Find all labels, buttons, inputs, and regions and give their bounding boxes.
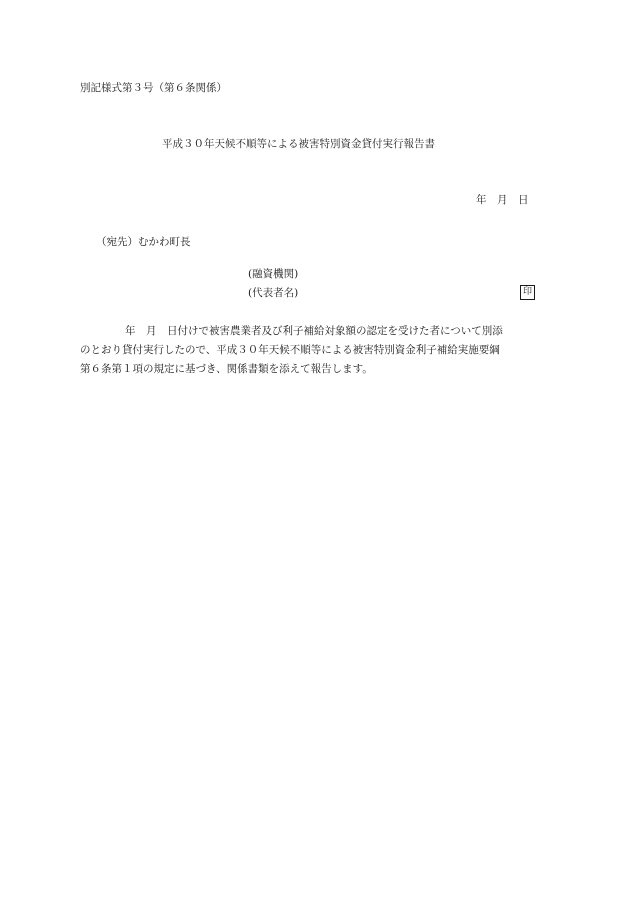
financial-institution-label: (融資機関) xyxy=(248,268,299,280)
date-line: 年 月 日 xyxy=(476,194,529,206)
document-title: 平成３０年天候不順等による被害特別資金貸付実行報告書 xyxy=(162,138,435,150)
body-line-2: のとおり貸付実行したので、平成３０年天候不順等による被害特別資金利子補給実施要綱 xyxy=(80,344,500,356)
addressee: （宛先）むかわ町長 xyxy=(96,236,191,248)
body-line-3: 第６条第１項の規定に基づき、関係書類を添えて報告します。 xyxy=(80,363,373,375)
report-body xyxy=(80,322,556,379)
seal-mark: 印 xyxy=(520,285,535,300)
form-number: 別記様式第３号（第６条関係） xyxy=(80,82,227,94)
representative-name-label: (代表者名) xyxy=(248,287,299,299)
body-line-1: 年 月 日付けで被害農業者及び利子補給対象額の認定を受けた者について別添 xyxy=(125,325,503,337)
